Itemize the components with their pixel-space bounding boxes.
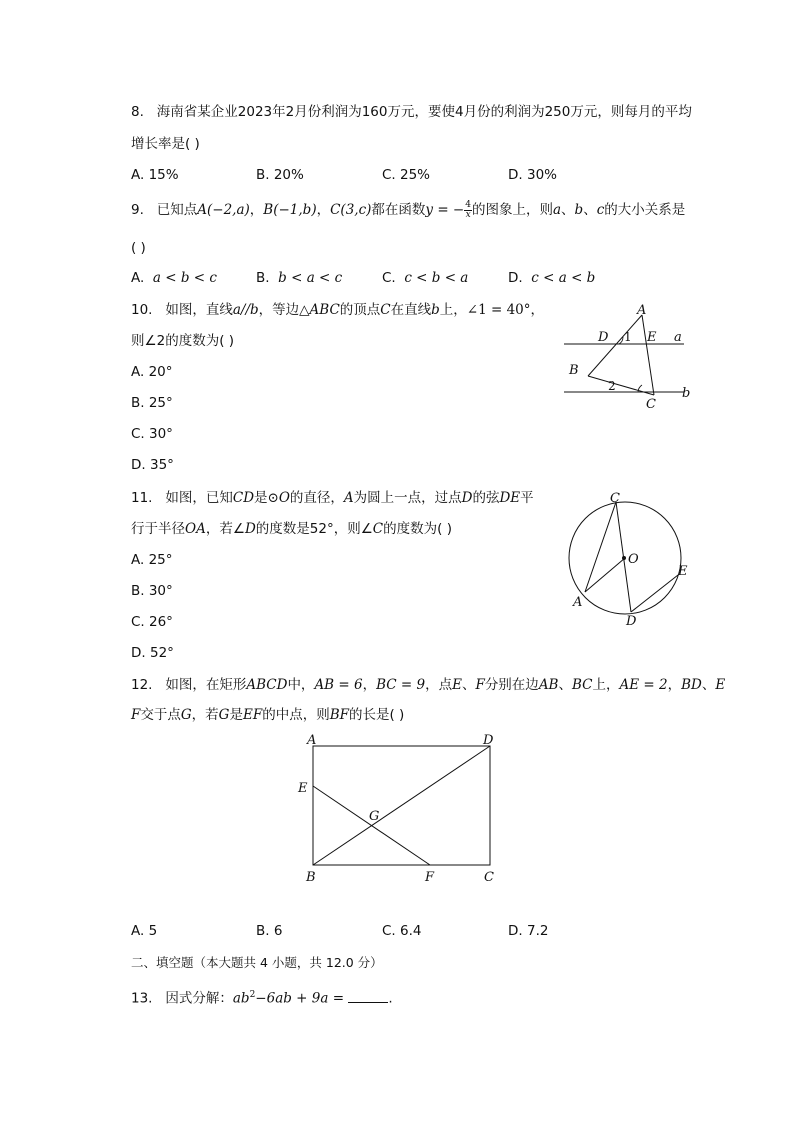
q10-text-4: 在直线 (390, 302, 432, 318)
q10-text-3: 的顶点 (339, 302, 381, 318)
q9-point-c: C(3,c) (330, 202, 372, 218)
q11-fig-label-d: D (626, 614, 637, 629)
q10-fig-label-c: C (646, 397, 656, 412)
q9-fraction-den: x (465, 209, 471, 220)
q10-angle: ∠1 = 40° (466, 302, 531, 318)
q12-fig-label-g: G (369, 809, 380, 824)
q12-figure (290, 728, 510, 888)
q11-text-1: 如图，已知 (165, 490, 233, 506)
q12-point-g: G (180, 707, 192, 723)
q10-text-6: ， (530, 302, 545, 318)
q10-fig-label-line-b: b (682, 386, 691, 401)
q8-line2: 增长率是( ) (131, 136, 200, 152)
q9-line1 (131, 200, 685, 220)
q9-option-c-label: C. (382, 270, 396, 286)
section-title: 二、填空题（本大题共 4 小题，共 12.0 分） (131, 955, 383, 970)
q10-side-ab (588, 315, 642, 376)
q10-option-c: C. 30° (131, 426, 173, 442)
q12-text-7: ，若 (191, 707, 219, 723)
q10-fig-label-2: 2 (608, 379, 616, 393)
q12-segment-bf: BF (329, 707, 349, 723)
q10-triangle: △ABC (299, 302, 340, 318)
q11-option-b: B. 30° (131, 583, 173, 599)
q12-segment-e: E (715, 677, 726, 693)
q11-option-a: A. 25° (131, 552, 173, 568)
q12-option-a: A. 5 (131, 923, 158, 939)
q9-text-1: 已知点 (156, 202, 198, 218)
q12-segment-ef: EF (242, 707, 263, 723)
q13-answer-blank[interactable] (348, 990, 388, 1003)
q12-ab-value: AB = 6 (314, 677, 363, 693)
q12-text-5: 上， (592, 677, 620, 693)
q11-point-d: D (461, 490, 473, 506)
q9-var-c: c (596, 202, 605, 218)
q10-number: 10. (131, 302, 153, 318)
q9-option-b-label: B. (256, 270, 270, 286)
q11-circle-o: ⊙O (267, 490, 290, 506)
q12-sep-4: ， (667, 677, 682, 693)
q12-option-d: D. 7.2 (508, 923, 549, 939)
q12-point-e: E (452, 677, 462, 693)
q9-option-d-label: D. (508, 270, 523, 286)
q13-exponent: 2 (249, 990, 256, 1000)
q11-option-c: C. 26° (131, 614, 173, 630)
q11-point-a: A (343, 490, 354, 506)
q12-segment-f: F (131, 707, 141, 723)
q10-fig-label-1: 1 (624, 330, 632, 344)
q10-option-b: B. 25° (131, 395, 173, 411)
q12-text-9: 的中点，则 (262, 707, 330, 723)
q12-text-6: 交于点 (140, 707, 181, 723)
q9-var-a: a (552, 202, 562, 218)
q9-option-a (131, 268, 217, 288)
q12-bc-value: BC = 9 (376, 677, 426, 693)
q9-option-c-expr: c < b < a (404, 270, 469, 286)
q9-sep-1: ， (249, 202, 264, 218)
q9-option-d (508, 268, 595, 288)
q10-fig-label-line-a: a (674, 330, 682, 345)
q11-chord-de: DE (499, 490, 521, 506)
q12-point-g2: G (218, 707, 230, 723)
q12-option-b: B. 6 (256, 923, 283, 939)
q12-point-f: F (475, 677, 485, 693)
q10-line2: 则∠2的度数为( ) (131, 333, 235, 349)
q11-text-5: 的弦 (472, 490, 500, 506)
q13-text-1: 因式分解： (165, 990, 233, 1007)
q8-stem: 海南省某企业2023年2月份利润为160万元，要使4月份的利润为250万元，则每月的平均 (156, 104, 692, 120)
q9-option-a-expr: a < b < c (152, 270, 217, 286)
q12-text-1: 如图，在矩形 (165, 677, 247, 693)
q12-text-4: 分别在边 (484, 677, 539, 693)
q9-option-b (256, 268, 342, 288)
q11-text-4: 为圆上一点，过点 (353, 490, 462, 506)
q10-fig-label-b: B (569, 363, 579, 378)
q11-text-2: 是 (254, 490, 268, 506)
q12-option-c: C. 6.4 (382, 923, 422, 939)
q10-option-d: D. 35° (131, 457, 174, 473)
q12-sep-2: 、 (461, 677, 476, 693)
q9-line2: ( ) (131, 240, 146, 256)
q13-expr-ab: ab (232, 990, 250, 1007)
q11-fig-label-e: E (678, 564, 688, 579)
q11-angle-c: C (372, 521, 384, 537)
q8-option-d: D. 30% (508, 167, 557, 183)
q12-fig-label-b: B (306, 870, 316, 885)
q11-chord-de-stroke (631, 575, 678, 612)
q11-fig-label-a: A (573, 595, 583, 610)
q10-side-ac (642, 315, 654, 395)
q9-number: 9. (131, 202, 144, 218)
q12-sep-5: 、 (701, 677, 716, 693)
q12-text-8: 是 (229, 707, 243, 723)
q9-text-3: 的图象上，则 (471, 202, 553, 218)
q8-number: 8. (131, 104, 144, 120)
q12-line2 (131, 705, 404, 725)
q8-option-a: A. 15% (131, 167, 179, 183)
q13-period: . (388, 990, 393, 1007)
q12-line1 (131, 675, 725, 695)
q12-side-bc: BC (571, 677, 593, 693)
q9-text-4: 的大小关系是 (604, 202, 686, 218)
q13-expr-rest: −6ab + 9a = (255, 990, 345, 1007)
q11-line2 (131, 519, 452, 539)
q9-text-2: 都在函数 (371, 202, 426, 218)
q11-text-3: 的直径， (289, 490, 344, 506)
q9-sep-2: ， (316, 202, 331, 218)
q11-text-6: 平 (520, 490, 534, 506)
q10-fig-label-a: A (637, 303, 647, 318)
q11-text-10: 的度数为( ) (383, 521, 452, 537)
q10-fig-label-e: E (647, 330, 657, 345)
q12-side-ab: AB (538, 677, 559, 693)
q13-line1 (131, 985, 393, 1009)
q12-text-10: 的长是( ) (349, 707, 405, 723)
q9-point-b: B(−1,b) (263, 202, 317, 218)
q12-number: 12. (131, 677, 153, 693)
q10-vertex-c: C (380, 302, 391, 318)
q10-line1 (131, 300, 544, 320)
q11-radius-oa: OA (185, 521, 206, 537)
q8-line1 (131, 102, 692, 122)
q11-text-8: ，若∠ (205, 521, 245, 537)
q12-fig-label-e: E (298, 781, 308, 796)
q10-parallel: a//b (232, 302, 259, 318)
q8-option-b: B. 20% (256, 167, 304, 183)
q10-text-5: 上， (439, 302, 467, 318)
q9-function: y = − (425, 202, 465, 218)
q11-fig-label-c: C (610, 491, 620, 506)
q10-figure (560, 300, 700, 415)
q9-fraction (464, 201, 472, 220)
q9-sep-4: 、 (583, 202, 597, 218)
q12-fig-label-d: D (483, 733, 494, 748)
q11-number: 11. (131, 490, 153, 506)
q12-fig-label-f: F (425, 870, 435, 885)
q12-rectangle: ABCD (246, 677, 288, 693)
q12-sep-3: 、 (558, 677, 572, 693)
q10-text-1: 如图，直线 (165, 302, 233, 318)
q11-text-9: 的度数是52°，则∠ (255, 521, 373, 537)
q12-ae-value: AE = 2 (619, 677, 668, 693)
q13-number: 13. (131, 990, 153, 1007)
q9-fraction-num: 4 (465, 199, 471, 210)
q12-text-2: 中， (287, 677, 315, 693)
q11-fig-label-o: O (628, 552, 639, 567)
q9-sep-3: 、 (561, 202, 575, 218)
q10-fig-label-d: D (598, 330, 609, 345)
q9-option-d-expr: c < a < b (531, 270, 596, 286)
q11-line1 (131, 488, 534, 508)
q9-option-a-label: A. (131, 270, 145, 286)
q11-figure (560, 488, 700, 630)
q9-option-b-expr: b < a < c (278, 270, 343, 286)
q12-sep-1: ， (362, 677, 377, 693)
q9-point-a: A(−2,a) (197, 202, 250, 218)
q11-angle-d: D (244, 521, 256, 537)
q12-fig-label-a: A (307, 733, 317, 748)
q11-segment-cd: CD (232, 490, 255, 506)
q10-option-a: A. 20° (131, 364, 173, 380)
q8-option-c: C. 25% (382, 167, 431, 183)
q12-fig-label-c: C (484, 870, 494, 885)
q9-var-b: b (574, 202, 584, 218)
q11-text-7: 行于半径 (131, 521, 185, 537)
q10-line-b: b (431, 302, 440, 318)
q11-center-dot (622, 556, 626, 560)
q9-option-c (382, 268, 468, 288)
q12-diagonal-bd-stroke (313, 746, 490, 865)
q10-text-2: ，等边 (258, 302, 300, 318)
q12-diagonal-bd: BD (681, 677, 702, 693)
q12-text-3: ，点 (425, 677, 453, 693)
q11-option-d: D. 52° (131, 645, 174, 661)
